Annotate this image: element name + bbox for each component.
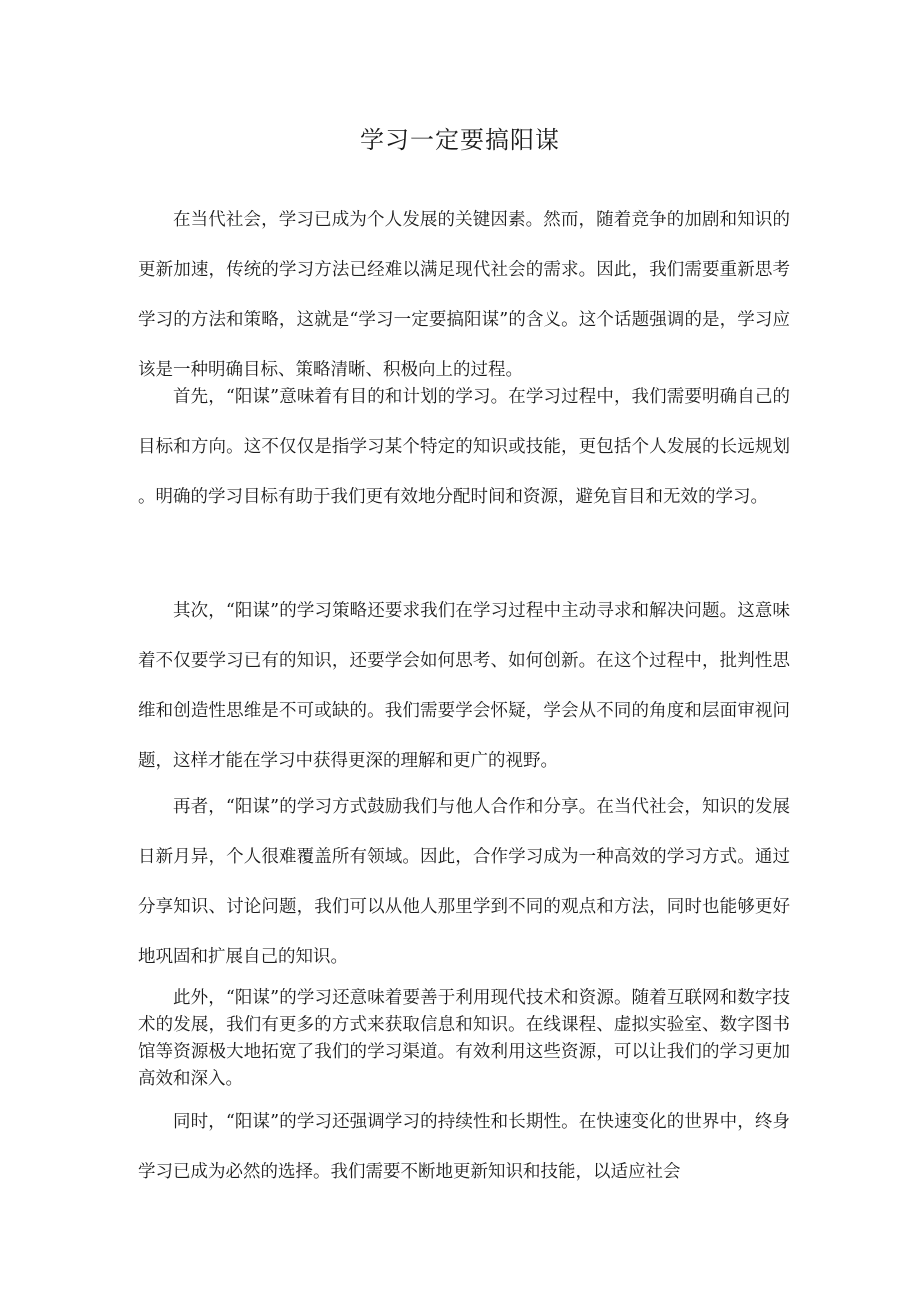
paragraph-introduction: 在当代社会，学习已成为个人发展的关键因素。然而，随着竞争的加剧和知识的更新加速，传统的学习方法已经难以满足现代社会的需求。因此，我们需要重新思考学习的方法和策略，这就是“学习一定要搞阳谋”的含义。这个话题强调的是，学习应该是一种明确目标、策略清晰、积极向上的过程。 — [138, 210, 790, 380]
paragraph-third-point: 再者，“阳谋”的学习方式鼓励我们与他人合作和分享。在当代社会，知识的发展日新月异，个人很难覆盖所有领域。因此，合作学习成为一种高效的学习方式。通过分享知识、讨论问题，我们可以从他人那里学到不同的观点和方法，同时也能够更好地巩固和扩展自己的知识。 — [138, 797, 790, 967]
paragraph-first-point: 首先，“阳谋”意味着有目的和计划的学习。在学习过程中，我们需要明确自己的目标和方向。这不仅仅是指学习某个特定的知识或技能，更包括个人发展的长远规划。明确的学习目标有助于我们更有效地分配时间和资源，避免盲目和无效的学习。 — [138, 387, 790, 507]
paragraph-lifelong-learning: 同时，“阳谋”的学习还强调学习的持续性和长期性。在快速变化的世界中，终身学习已成为必然的选择。我们需要不断地更新知识和技能，以适应社会 — [138, 1112, 790, 1182]
paragraph-technology-point: 此外，“阳谋”的学习还意味着要善于利用现代技术和资源。随着互联网和数字技术的发展，我们有更多的方式来获取信息和知识。在线课程、虚拟实验室、数字图书馆等资源极大地拓宽了我们的学习渠道。有效利用这些资源，可以让我们的学习更加高效和深入。 — [138, 988, 790, 1089]
document-title: 学习一定要搞阳谋 — [360, 126, 560, 154]
paragraph-second-point: 其次，“阳谋”的学习策略还要求我们在学习过程中主动寻求和解决问题。这意味着不仅要学习已有的知识，还要学会如何思考、如何创新。在这个过程中，批判性思维和创造性思维是不可或缺的。我们需要学会怀疑，学会从不同的角度和层面审视问题，这样才能在学习中获得更深的理解和更广的视野。 — [138, 601, 790, 771]
